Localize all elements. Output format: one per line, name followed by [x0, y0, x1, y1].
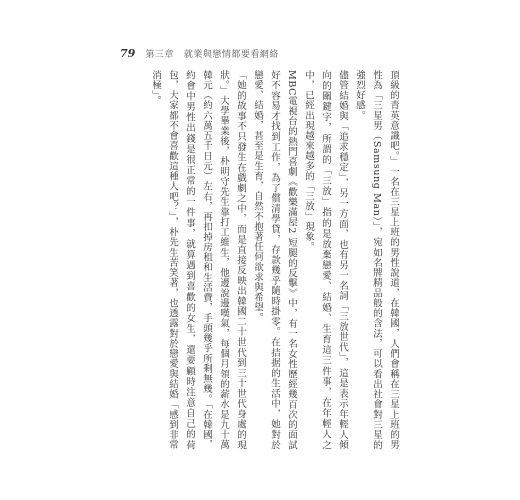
- paragraph: 頂級的青英意識吧。」一名在三星上班的男性說道，在韓國，人們會稱在三星上班的男性為「三星男（Samsung Man）」，宛如名牌精品般的含法，可以看出社會對三星的強烈好感。: [354, 70, 399, 450]
- page-number: 79: [120, 47, 136, 60]
- chapter-title: 就業與戀情都要看網絡: [183, 50, 279, 60]
- chapter-label: 第三章: [145, 50, 174, 60]
- body-text: [122, 70, 402, 450]
- running-header: [120, 47, 279, 60]
- paragraph: 「她的故事不只發生在戲劇之中，而是直接反映出韓國二十世代到三十世代身處的現狀。」大學畢業後，朴明守先生靠打工維生，他邊說邊嘆氣，每個月領的薪水是九十萬韓元（約六萬五千日元）左右，再扣掉房租和生活費，手頭幾乎所剩無幾。「在韓國，約會中男性出錢是很正常的一件事，就算遇到喜歡的女生，還要顧時注意自己的荷包，大家都不會喜歡這種人吧？」，朴先生苦笑著，也透露對於戀愛與結婚「感到非常消極」。: [150, 70, 246, 450]
- paragraph: MBC電視台的熱門喜劇《歡樂滿屋2 短腿的反擊》中，有一名女性歷經幾百次的面試好不容易才找到工作，為了償清學貸，存款幾乎隨時掛零。在拮据的生活中，她對於戀愛、結婚，甚至是生育，自然不抱著任何欲求與希望。: [252, 70, 297, 450]
- paragraph: 儘管結婚與「追求穩定」，另一方面，也有另一名詞「三放世代」，這是表示年輕人傾向的關鍵字，所謂的「三放」指的是放棄戀愛、結婚、生育這三件事，在年輕人之中，已經出現越來越多的「三放」現象。: [303, 70, 348, 450]
